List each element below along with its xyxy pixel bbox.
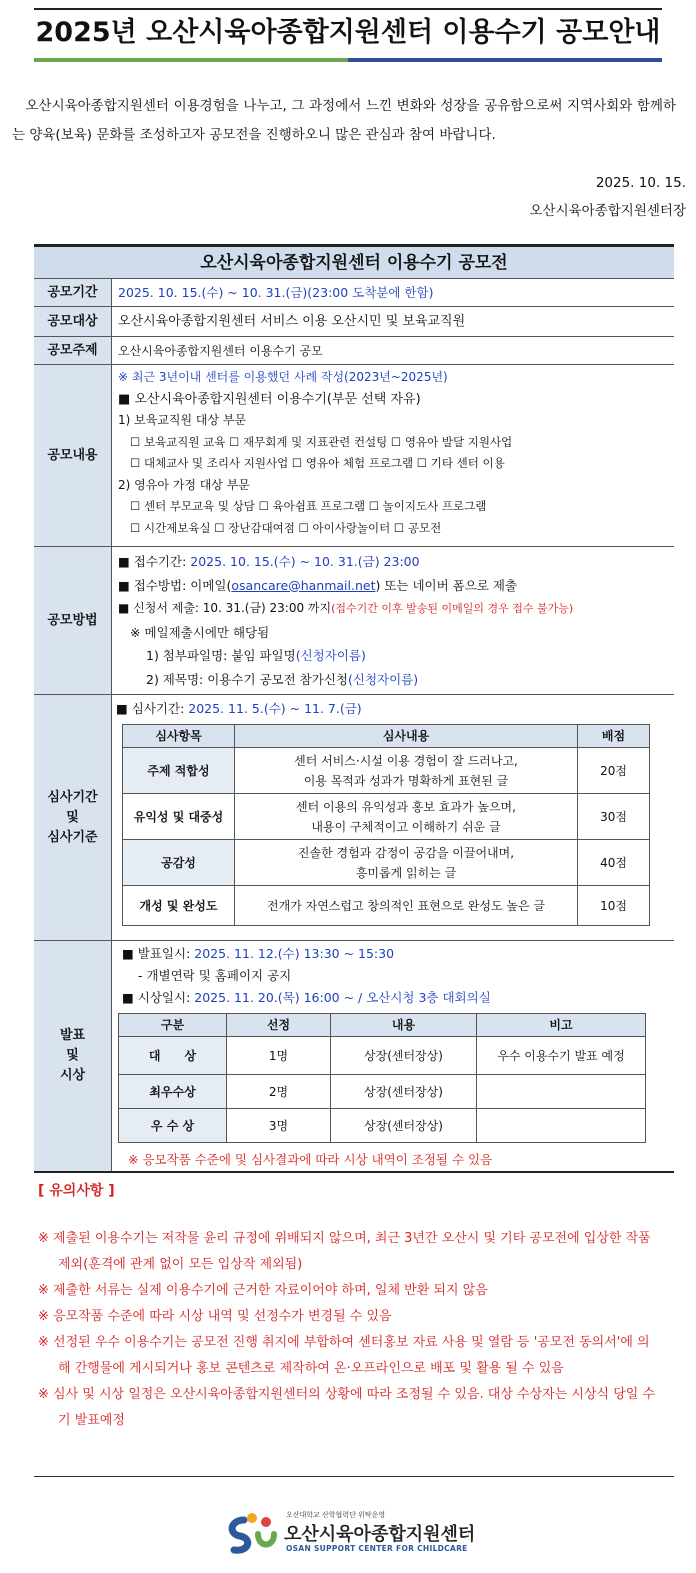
table-row <box>123 794 650 840</box>
method-subject <box>118 668 668 692</box>
table-row <box>119 1109 646 1143</box>
award-header-note: 비고 <box>477 1014 646 1037</box>
content-staff-items-1: ☐ 보육교직원 교육 ☐ 재무회계 및 지표관련 컨설팅 ☐ 영유아 발달 지원사업 <box>130 434 513 449</box>
method-subject-prefix: 2) 제목명: 이용수기 공모전 참가신청 <box>146 671 348 687</box>
judging-score: 40점 <box>578 840 650 886</box>
judging-label-2: 및 <box>66 809 79 825</box>
row-judging-body <box>112 695 674 940</box>
judging-score: 10점 <box>578 886 650 926</box>
logo-name: 오산시육아종합지원센터 <box>284 1524 476 1545</box>
logo-operator-text: 오산대학교 산학협력단 위탁운영 <box>286 1511 386 1519</box>
award-announce-value: 2025. 11. 12.(수) 13:30 ~ 15:30 <box>194 946 395 961</box>
note-item: ※ 선정된 우수 이용수기는 공모전 진행 취지에 부합하여 센터홍보 자료 사용 및 열람 등 '공모전 동의서'에 의해 간행물에 게시되거나 홍보 콘텐츠로 제작하여 온·오프라인으로 배포 및 활용 될 수 있음 <box>38 1335 650 1376</box>
table-row <box>119 1075 646 1109</box>
award-table <box>118 1013 646 1143</box>
award-note <box>477 1075 646 1109</box>
content-note: ※ 최근 3년이내 센터를 이용했던 사례 작성(2023년~2025년) <box>118 370 448 384</box>
award-count: 2명 <box>227 1075 331 1109</box>
table-row <box>123 886 650 926</box>
method-attachment <box>118 644 668 668</box>
award-announce <box>122 943 670 965</box>
row-target-value: 오산시육아종합지원센터 서비스 이용 오산시민 및 보육교직원 <box>118 314 466 329</box>
award-header-grade: 구분 <box>119 1014 227 1037</box>
judging-desc <box>235 794 578 840</box>
method-period <box>118 550 668 574</box>
row-award <box>34 941 674 1173</box>
method-email-note: ※ 메일제출시에만 해당됨 <box>130 624 270 640</box>
judging-desc <box>235 886 578 926</box>
note-item: ※ 제출한 서류는 실제 이용수기에 근거한 자료이어야 하며, 일체 반환 되지 않음 <box>38 1283 488 1298</box>
judging-header-desc: 심사내용 <box>235 725 578 748</box>
row-theme-label: 공모주제 <box>34 337 112 364</box>
judging-score: 20점 <box>578 748 650 794</box>
note-item: ※ 심사 및 시상 일정은 오산시육아종합지원센터의 상황에 따라 조정될 수 있음. 대상 수상자는 시상식 당일 수기 발표예정 <box>38 1387 656 1428</box>
award-ceremony-prefix: ■ 시상일시: <box>122 990 195 1005</box>
judging-desc-line: 내용이 구체적이고 이해하기 쉬운 글 <box>311 819 501 834</box>
contest-table <box>34 244 674 1173</box>
judging-desc-line: 이용 목적과 성과가 명확하게 표현된 글 <box>303 773 509 788</box>
award-count: 3명 <box>227 1109 331 1143</box>
award-footnote: ※ 응모작품 수준에 및 심사결과에 따라 시상 내역이 조정될 수 있음 <box>128 1152 493 1167</box>
award-prize: 상장(센터장상) <box>331 1075 477 1109</box>
content-section-family: 2) 영유아 가정 대상 부문 <box>118 477 250 492</box>
row-period-value: 2025. 10. 15.(수) ~ 10. 31.(금)(23:00 도착분에 한함) <box>118 285 434 300</box>
notice-date: 2025. 10. 15. <box>595 175 686 191</box>
row-target <box>34 307 674 337</box>
judging-period-value: 2025. 11. 5.(수) ~ 11. 7.(금) <box>188 701 362 716</box>
award-label-2: 및 <box>66 1048 79 1063</box>
award-note: 우수 이용수기 발표 예정 <box>477 1037 646 1075</box>
title-underline-green <box>34 58 348 62</box>
award-notice: - 개별연락 및 홈페이지 공지 <box>138 968 292 983</box>
award-header-prize: 내용 <box>331 1014 477 1037</box>
award-header-count: 선정 <box>227 1014 331 1037</box>
intro-text: 오산시육아종합지원센터 이용경험을 나누고, 그 과정에서 느낀 변화와 성장을 공유함으로써 지역사회와 함께하는 양육(보육) 문화를 조성하고자 공모전을 진행하오니 많은 관심과 참여 바랍니다. <box>12 98 676 143</box>
content-main: ■ 오산시육아종합지원센터 이용수기(부문 선택 자유) <box>118 391 421 407</box>
content-family-items-2: ☐ 시간제보육실 ☐ 장난감대여점 ☐ 아이사랑놀이터 ☐ 공모전 <box>130 520 442 535</box>
email-link[interactable]: osancare@hanmail.net <box>231 577 376 593</box>
award-grade: 우 수 상 <box>119 1109 227 1143</box>
judging-desc <box>235 748 578 794</box>
row-theme-value: 오산시육아종합지원센터 이용수기 공모 <box>118 344 323 358</box>
row-method <box>34 547 674 695</box>
award-announce-prefix: ■ 발표일시: <box>122 946 195 961</box>
contest-table-heading: 오산시육아종합지원센터 이용수기 공모전 <box>34 247 674 279</box>
notes-title: [ 유의사항 ] <box>38 1183 115 1199</box>
method-subject-name: (신청자이름) <box>348 671 419 687</box>
row-judging <box>34 695 674 941</box>
award-grade: 대 상 <box>119 1037 227 1075</box>
judging-desc-line: 흥미롭게 읽히는 글 <box>355 865 457 880</box>
center-logo-icon <box>222 1508 282 1558</box>
content-staff-items-2: ☐ 대체교사 및 조리사 지원사업 ☐ 영유아 체험 프로그램 ☐ 기타 센터 이용 <box>130 456 505 470</box>
row-judging-label <box>34 695 112 940</box>
intro-paragraph <box>12 92 676 150</box>
table-row <box>123 840 650 886</box>
method-attachment-prefix: 1) 첨부파일명: 붙임 파일명 <box>146 648 296 663</box>
row-content-label: 공모내용 <box>34 365 112 546</box>
footer-divider <box>34 1476 674 1477</box>
title-underline <box>34 58 662 62</box>
judging-header-row <box>123 725 650 748</box>
judging-item: 공감성 <box>123 840 235 886</box>
row-award-body <box>112 941 674 1171</box>
title-underline-blue <box>348 58 662 62</box>
row-method-body <box>112 547 674 694</box>
judging-score: 30점 <box>578 794 650 840</box>
judging-desc-line: 진솔한 경험과 감정이 공감을 이끌어내며, <box>297 845 515 860</box>
award-label-1: 발표 <box>59 1028 86 1043</box>
award-ceremony-value: 2025. 11. 20.(목) 16:00 ~ / 오산시청 3층 대회의실 <box>194 990 491 1005</box>
judging-desc-line: 센터 서비스·시설 이용 경험이 잘 드러나고, <box>294 753 518 768</box>
judging-item: 유익성 및 대중성 <box>123 794 235 840</box>
row-theme <box>34 337 674 365</box>
judging-item: 개성 및 완성도 <box>123 886 235 926</box>
judging-desc <box>235 840 578 886</box>
table-row <box>119 1037 646 1075</box>
judging-label-1: 심사기간 <box>47 789 98 805</box>
judging-period <box>116 698 670 720</box>
award-label-3: 시상 <box>59 1068 86 1083</box>
method-period-prefix: ■ 접수기간: <box>118 554 191 569</box>
judging-header-score: 배점 <box>578 725 650 748</box>
method-submission-suffix: ) 또는 네이버 폼으로 제출 <box>375 577 518 593</box>
award-prize: 상장(센터장상) <box>331 1037 477 1075</box>
note-item: ※ 제출된 이용수기는 저작물 윤리 규정에 위배되지 않으며, 최근 3년간 오산시 및 기타 공모전에 입상한 작품 제외(훈격에 관계 없이 모든 입상작 제외됨) <box>38 1231 651 1272</box>
award-grade: 최우수상 <box>119 1075 227 1109</box>
award-ceremony <box>122 987 670 1009</box>
award-header-row <box>119 1014 646 1037</box>
award-prize: 상장(센터장상) <box>331 1109 477 1143</box>
row-content <box>34 365 674 547</box>
title-box <box>34 8 662 60</box>
content-section-staff: 1) 보육교직원 대상 부문 <box>118 413 247 427</box>
logo-english-name: OSAN SUPPORT CENTER FOR CHILDCARE <box>286 1544 468 1553</box>
judging-item: 주제 적합성 <box>123 748 235 794</box>
award-note <box>477 1109 646 1143</box>
row-award-label <box>34 941 112 1171</box>
judging-criteria-table <box>122 724 650 926</box>
row-content-body <box>112 365 674 546</box>
judging-header-item: 심사항목 <box>123 725 235 748</box>
award-count: 1명 <box>227 1037 331 1075</box>
judging-desc-line: 센터 이용의 유익성과 홍보 효과가 높으며, <box>296 799 516 814</box>
page-title: 2025년 오산시육아종합지원센터 이용수기 공모안내 <box>35 17 661 48</box>
method-period-value: 2025. 10. 15.(수) ~ 10. 31.(금) 23:00 <box>190 554 420 569</box>
row-method-label: 공모방법 <box>34 547 112 694</box>
note-item: ※ 응모작품 수준에 따라 시상 내역 및 선정수가 변경될 수 있음 <box>38 1309 392 1324</box>
method-deadline-prefix: ■ 신청서 제출: 10. 31.(금) 23:00 까지 <box>118 601 332 615</box>
notice-signer: 오산시육아종합지원센터장 <box>529 203 686 219</box>
content-family-items-1: ☐ 센터 부모교육 및 상담 ☐ 육아쉼표 프로그램 ☐ 놀이지도사 프로그램 <box>130 499 487 513</box>
method-submission-prefix: ■ 접수방법: 이메일( <box>118 577 232 593</box>
row-target-label: 공모대상 <box>34 307 112 336</box>
row-period-label: 공모기간 <box>34 279 112 306</box>
method-submission <box>118 574 668 598</box>
table-row <box>123 748 650 794</box>
judging-period-prefix: ■ 심사기간: <box>116 701 189 716</box>
judging-label-3: 심사기준 <box>47 829 98 845</box>
judging-desc-line: 전개가 자연스럽고 창의적인 표현으로 완성도 높은 글 <box>267 898 545 913</box>
method-attachment-name: (신청자이름) <box>295 648 366 663</box>
row-period <box>34 279 674 307</box>
notes-list <box>38 1226 658 1434</box>
center-logo <box>222 1508 482 1558</box>
method-deadline <box>118 597 668 621</box>
method-deadline-warning: (접수기간 이후 발송된 이메일의 경우 접수 불가능) <box>331 602 574 615</box>
